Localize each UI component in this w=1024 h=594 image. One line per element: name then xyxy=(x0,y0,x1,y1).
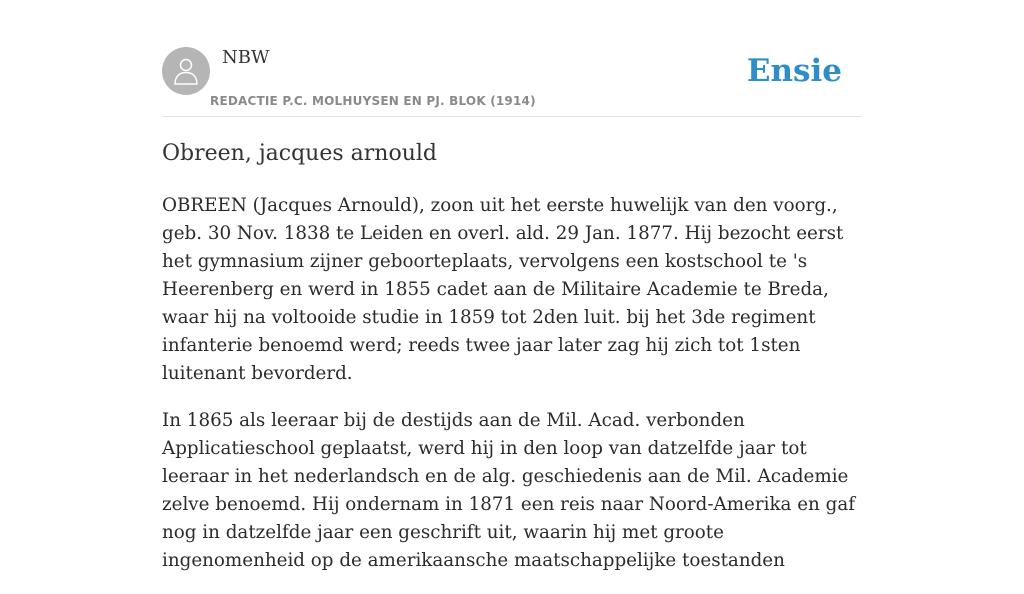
article-title: Obreen, jacques arnould xyxy=(162,141,437,166)
article-paragraph: In 1865 als leeraar bij de destijds aan de Mil. Acad. verbonden Applicatieschool geplaatst, werd hij in den loop van datzelfde jaar tot leeraar in het nederlandsch en de alg. geschiedenis aan de Mil. Academie zelve benoemd. Hij ondernam in 1871 een reis naar Noord-Amerika en gaf nog in datzelfde jaar een geschrift uit, waarin hij met groote ingenomenheid op de amerikaansche maatschappelijke toestanden xyxy=(162,410,856,571)
brand-logo[interactable]: Ensie xyxy=(746,53,842,89)
source-subtitle: REDACTIE P.C. MOLHUYSEN EN PJ. BLOK (1914) xyxy=(210,94,536,108)
source-name[interactable]: NBW xyxy=(222,47,270,68)
article-body xyxy=(162,192,868,594)
avatar xyxy=(162,47,210,95)
user-icon xyxy=(173,57,199,85)
article-paragraph: OBREEN (Jacques Arnould), zoon uit het eerste huwelijk van den voorg., geb. 30 Nov. 1838 te Leiden en overl. ald. 29 Jan. 1877. Hij bezocht eerst het gymnasium zijner geboorteplaats, vervolgens een kostschool te 's Heerenberg en werd in 1855 cadet aan de Militaire Academie te Breda, waar hij na voltooide studie in 1859 tot 2den luit. bij het 3de regiment infanterie benoemd werd; reeds twee jaar later zag hij zich tot 1sten luitenant bevorderd. xyxy=(162,195,844,384)
source-header xyxy=(162,46,862,117)
